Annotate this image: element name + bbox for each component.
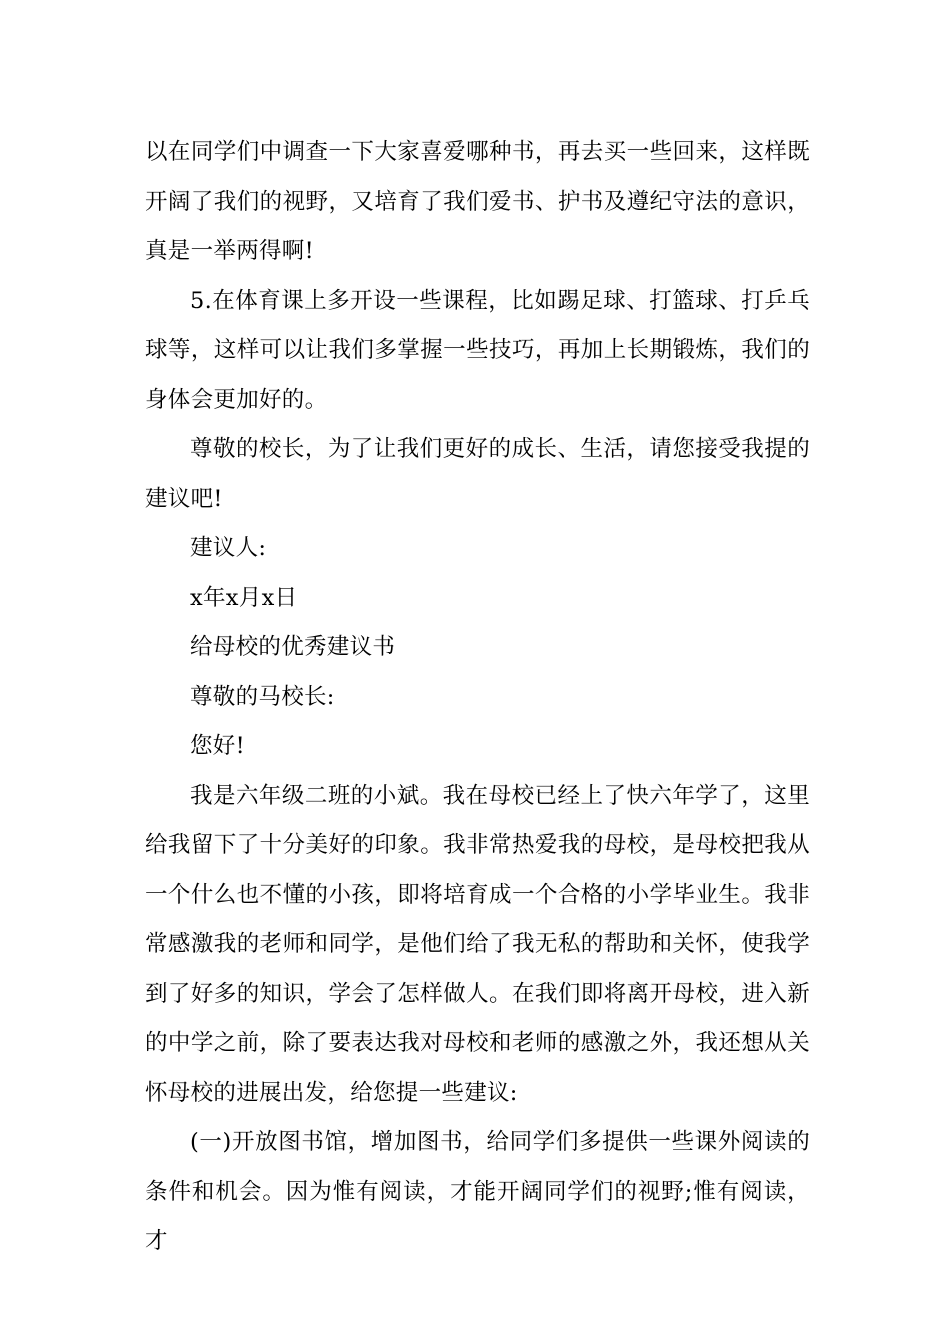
paragraph-9: 我是六年级二班的小斌。我在母校已经上了快六年学了，这里给我留下了十分美好的印象。我非常热爱我的母校，是母校把我从一个什么也不懂的小孩，即将培育成一个合格的小学毕业生。我非常感激我的老师和同学，是他们给了我无私的帮助和关怀，使我学到了好多的知识，学会了怎样做人。在我们即将离开母校，进入新的中学之前，除了要表达我对母校和老师的感激之外，我还想从关怀母校的进展出发，给您提一些建议: [145, 782, 810, 1106]
paragraph-1: 以在同学们中调查一下大家喜爱哪种书，再去买一些回来，这样既开阔了我们的视野，又培育了我们爱书、护书及遵纪守法的意识，真是一举两得啊! [145, 139, 810, 264]
paragraph-8: 您好! [190, 733, 245, 759]
paragraph-3: 尊敬的校长，为了让我们更好的成长、生活，请您接受我提的建议吧! [145, 436, 810, 512]
paragraph-4: 建议人: [190, 535, 267, 561]
paragraph-10: (一)开放图书馆，增加图书，给同学们多提供一些课外阅读的条件和机会。因为惟有阅读，才能开阔同学们的视野;惟有阅读，才 [145, 1129, 810, 1254]
paragraph-2: 5.在体育课上多开设一些课程，比如踢足球、打篮球、打乒乓球等，这样可以让我们多掌握一些技巧，再加上长期锻炼，我们的身体会更加好的。 [145, 287, 810, 413]
paragraph-5: x年x月x日 [190, 584, 298, 611]
document-body [145, 128, 810, 1267]
paragraph-7: 尊敬的马校长: [190, 683, 335, 710]
paragraph-6: 给母校的优秀建议书 [190, 634, 396, 660]
